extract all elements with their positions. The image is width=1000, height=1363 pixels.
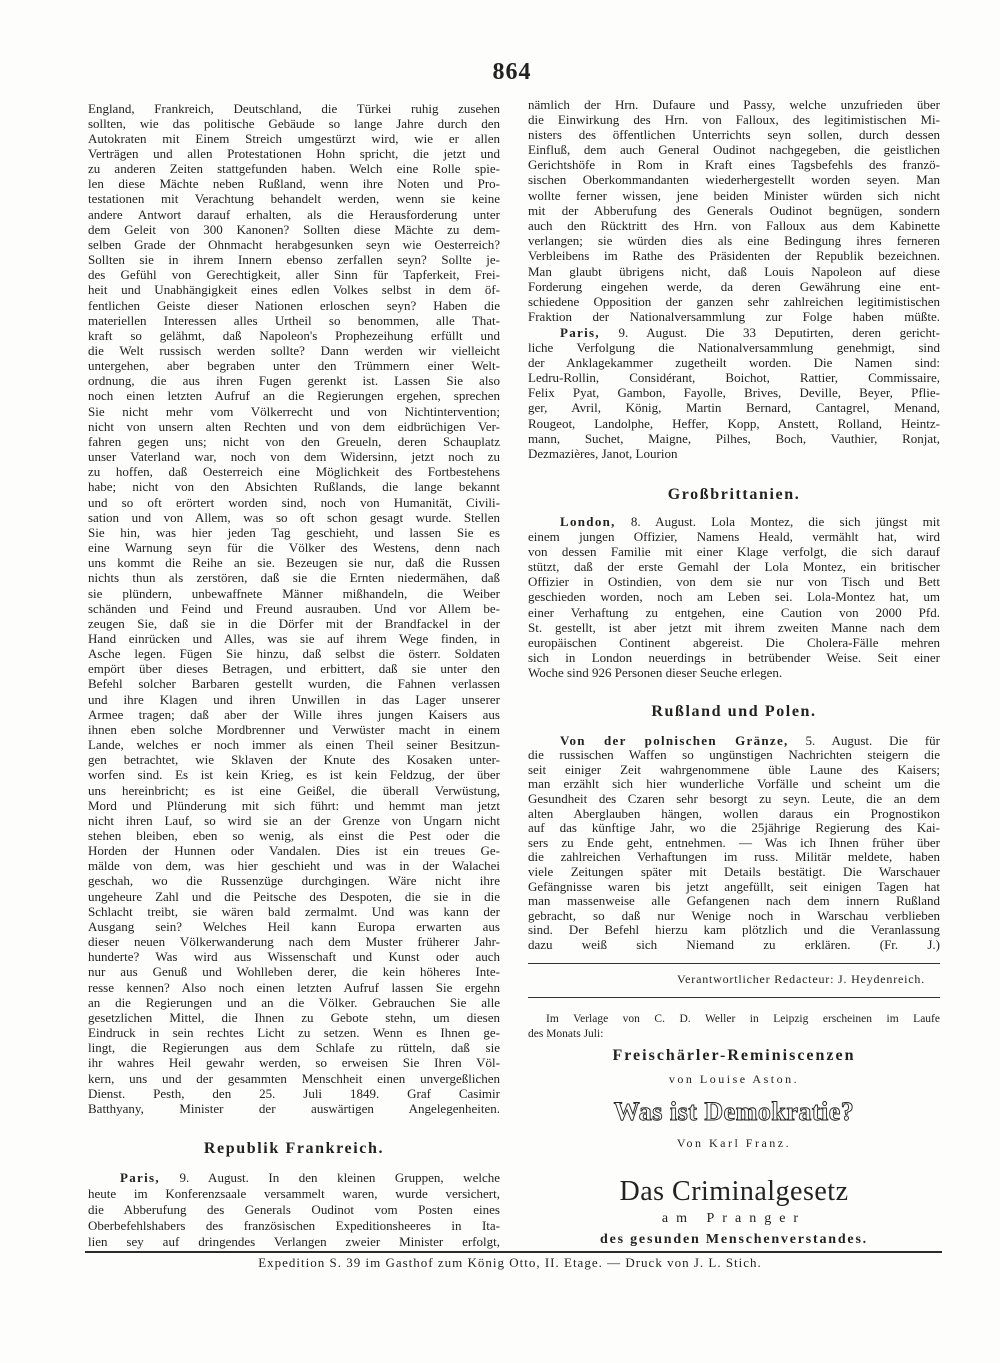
text-line: Man glaubt übrigens nicht, daß Louis Napoleon auf diese [528, 263, 940, 279]
text-line: Gefängnisse waren bis jetzt angefüllt, seit einigen Tagen hat [528, 879, 940, 894]
section-heading-france: Republik Frankreich. [203, 1140, 385, 1157]
text-line: habe; nicht von den Absichten Rußlands, die lange bekannt [88, 479, 500, 495]
text-line: lien sey auf dringendes Verlangen zweier Minister erfolgt, [88, 1234, 500, 1249]
text-line: worfen sind. Es ist kein Krieg, es ist kein Feldzug, der über [88, 767, 500, 783]
text-line: heit und Unabhängigkeit eines edlen Volkes selbst in dem öf- [88, 282, 500, 298]
text-line: geschieden worden, noch am Leben sei. Lola-Montez hat, um [528, 589, 940, 605]
text-line: schiedene Opposition der ganzen sehr zahlreichen legitimistischen [528, 293, 940, 309]
text-line: hunderte? Was wird aus Wissenschaft und Kunst oder auch [88, 949, 500, 965]
text-line: andere Antwort darauf erhalten, als die Herausforderung unter [88, 206, 500, 222]
text-line [528, 514, 940, 529]
text-line: nichts thun als zerstören, daß sie die Ernten niedermähen, daß [88, 570, 500, 586]
text-line: nisters des öffentlichen Unterrichts seyn sollen, durch dessen [528, 126, 940, 142]
text-line: Sollten sie in ihrem Innern ebenso zerfallen seyn? Sollte je- [88, 252, 500, 268]
text-line: Asche legen. Fügen Sie hinzu, daß selbst die österr. Soldaten [88, 646, 500, 662]
text-line: die zahlreichen Verhaftungen im russ. Militär meldete, haben [528, 850, 940, 865]
text-line-content: 9. August. In den kleinen Gruppen, welche [159, 1170, 500, 1185]
dateline: Von der polnischen Gränze, [560, 733, 789, 748]
text-line: gesetzlichen Mittel, die Ihnen zu Gebote stehn, um diesen [88, 1009, 500, 1025]
text-line: testationen mit Verachtung behandelt werden, wenn sie keine [88, 191, 500, 207]
text-line: mälde von dem, was hier geschieht und was in der Walachei [88, 858, 500, 874]
text-line: liche Verfolgung die Nationalversammlung genehmigt, sind [528, 339, 940, 355]
text-line: mit der Abberufung des Generals Oudinot begnügen, sondern [528, 202, 940, 218]
text-line: Batthyany, Minister der auswärtigen Angelegenheiten. [88, 1100, 500, 1116]
text-line: fahren gegen uns; nicht von den Greueln, deren Schauplatz [88, 433, 500, 449]
book-subtitle: des gesunden Menschenverstandes. [599, 1232, 868, 1247]
dateline: London, [560, 513, 616, 529]
text-line: auch den Rücktritt des Hrn. von Falloux aus dem Kabinette [528, 218, 940, 233]
text-line: sollten, wie das politische Gebäude so lange Jahre durch den [88, 115, 500, 131]
text-line: des Gefühl von Gerechtigkeit, aller Sinn für Tapferkeit, Frei- [88, 267, 500, 283]
book-author: Von Karl Franz. [676, 1136, 792, 1150]
text-line: sischen Oberkommandanten wiederhergestellt worden seyen. Man [528, 172, 940, 188]
text-line: nämlich der Hrn. Dufaure und Passy, welche unzufrieden über [528, 96, 940, 112]
text-line: Sie hin, was hier jeden Tag geschieht, und lassen Sie es [88, 524, 500, 540]
editor-credit: Verantwortlicher Redacteur: J. Heydenreich. [677, 972, 925, 986]
text-line: man erzählt sich hier wunderliche Vorfälle und scheint um die [528, 777, 940, 792]
text-line: Woche sind 926 Personen dieser Seuche erlegen. [528, 665, 783, 681]
text-line: und so oft erörtert worden sind, noch von Humanität, Civili- [88, 494, 500, 510]
text-line: Lande, welches er noch immer als einen Theil seiner Besitzun- [88, 737, 500, 753]
text-line: Rougeot, Landolphe, Heffer, Kopp, Anstett, Rolland, Heintz- [528, 415, 940, 431]
text-line: nicht ihren Lauf, so wird sie an der Grenze von Ungarn nicht [88, 812, 500, 828]
text-line: Ausgang sein? Welches Heil kann Europa erwarten aus [88, 918, 500, 934]
text-line: Verbleibens im Rathe des Präsidenten der Republik bezeichnen. [528, 248, 940, 264]
text-line: nur aus Genuß und Wohlleben derer, die kein höheres Inte- [88, 964, 500, 980]
text-line: Befehl solcher Barbaren gestellt wurden, die Fahnen verlassen [88, 676, 500, 692]
text-line [528, 734, 940, 749]
text-line: sie plündern, unbewaffnete Männer mißhandeln, die Weiber [88, 585, 500, 601]
text-line: an die Regierungen und an die Völker. Gebrauchen Sie alle [88, 994, 500, 1010]
text-line-content: 8. August. Lola Montez, die sich jüngst mit [615, 513, 940, 529]
text-line: St. gestellt, ist aber jetzt mit ihrem zweiten Manne nach dem [528, 619, 940, 635]
book-title: Freischärler-Reminiscenzen [612, 1047, 856, 1064]
text-line: stehen bleiben, eben so wenig, als einst die Pest oder die [88, 828, 500, 843]
text-line: einer Verhaftung zu entgehen, eine Caution von 2000 Pfd. [528, 604, 940, 620]
text-line: geschah, wo die Russenzüge durchgingen. Wäre nicht ihre [88, 873, 500, 889]
paris-deputies-article [528, 325, 940, 462]
text-line: Gerichtshöfe in Rom in Kraft eines Tagsbefehls des franzö- [528, 157, 940, 173]
text-line: sers zu Ende geht, entnehmen. — Was ich Ihnen früher über [528, 835, 940, 850]
text-line: seit einiger Zeit wahrgenommene üble Laune des Kaisers; [528, 762, 940, 777]
text-line: der Anklagekammer zugetheilt worden. Die Namen sind: [528, 354, 940, 370]
text-line: uns kommt die Reihe an sie. Bezeugen sie nur, daß die Russen [88, 555, 500, 571]
section-heading-britain: Großbrittanien. [667, 486, 801, 503]
divider-rule [528, 997, 940, 998]
text-line: Sie nicht mehr vom Völkerrecht und von Nichtintervention; [88, 403, 500, 419]
text-line: Offizier in Ostindien, von dem sie nur von Tisch und Bett [528, 574, 940, 590]
letter-article [88, 101, 500, 1116]
text-line: verlangen; sie würden dies als eine Bedingung ihres ferneren [528, 233, 940, 249]
text-line: Ledru-Rollin, Considérant, Boichot, Rattier, Commissaire, [528, 370, 940, 386]
text-line: ihnen eben solche Mordbrenner und Verwüster macht in einem [88, 721, 500, 737]
text-line: Eindruck in sein rechtes Licht zu setzen. Wenn es Ihnen ge- [88, 1025, 500, 1041]
text-line: lingt, die Regierungen aus dem Schlafe zu rütteln, daß sie [88, 1040, 500, 1056]
page-number: 864 [492, 59, 532, 85]
text-line: dieser neuen Völkerwanderung nach dem Muster früherer Jahr- [88, 934, 500, 950]
paris-report-article [88, 1170, 500, 1250]
text-line [88, 1170, 500, 1186]
text-line: ordnung, die aus ihren Fugen gerenkt ist. Lassen Sie also [88, 373, 500, 389]
text-line: sich in London neuerdings in betrübender Weise. Seit einer [528, 650, 940, 666]
book-title: Das Criminalgesetz [619, 1176, 849, 1207]
text-line: Mord und Plünderung mit sich führt: und hemmt man jetzt [88, 797, 500, 813]
text-line: Hand einrücken und Alles, was sie auf ihrem Wege finden, in [88, 630, 500, 646]
text-line: materiellen Interessen alles Urtheil so benommen, alle That- [88, 312, 500, 328]
text-line: ungeheure Zahl und die Peitsche des Despoten, die sie in die [88, 888, 500, 904]
text-line: dem Geleit von 300 Kanonen? Sollten diese Mächte zu dem- [88, 221, 500, 237]
text-line: sind. Der Befehl hierzu kam plötzlich und die Veranlassung [528, 923, 940, 938]
text-line: nicht von unsern alten Rechten und von dem eidbrüchigen Ver- [88, 418, 500, 434]
text-line: Verträgen und allen Protestationen Hohn spricht, die jetzt und [88, 145, 500, 161]
text-line: Gesundheit des Czaren sehr besorgt zu seyn. Leute, die an dem [528, 792, 940, 807]
text-line: noch einen letzten Aufruf an die Regierungen ergehen, sprechen [88, 388, 500, 404]
text-line: viele Zeitungen später mit Details bestätigt. Die Warschauer [528, 865, 940, 880]
text-line: resse kennen? Also noch einen letzten Aufruf lassen Sie ergehn [88, 979, 500, 995]
text-line: England, Frankreich, Deutschland, die Türkei ruhig zusehen [88, 100, 500, 116]
text-line: Schlacht treibt, sie wären bald zermalmt. Und was kann der [88, 903, 500, 919]
text-line: und ihre Klagen und ihren Unwillen in das Lager unserer [88, 691, 500, 707]
section-heading-russia: Rußland und Polen. [651, 703, 817, 720]
imprint-footer: Expedition S. 39 im Gasthof zum König Otto, II. Etage. — Druck von J. L. Stich. [258, 1255, 762, 1270]
text-line: empört über dieses Betragen, und erbittert, daß sie unter den [88, 661, 500, 677]
text-line [528, 325, 940, 340]
text-line: kraft so gelähmt, daß Napoleon's Prophezeihung erfüllt und [88, 327, 500, 343]
text-line: gebracht, so daß nur Wenige noch in Warschau verblieben [528, 908, 940, 923]
text-line: Felix Pyat, Gambon, Fayolle, Brives, Deville, Beyer, Pflie- [528, 385, 940, 401]
polish-border-article [528, 734, 940, 953]
book-subtitle: am Pranger [661, 1211, 807, 1226]
text-line-content: 5. August. Die für [788, 733, 940, 748]
text-line: uns hereinbricht; es ist eine Geißel, die überall Verwüstung, [88, 782, 500, 798]
text-line: Einfluß, dem auch General Oudinot nachgegeben, die geistlichen [528, 142, 940, 158]
paris-continued-article [528, 97, 940, 325]
text-line: unser Vaterland war, noch von dem Widersinn, jetzt noch zu [88, 449, 500, 465]
text-line: Dezmazières, Janot, Lourion [528, 446, 678, 461]
text-line: Dienst. Pesth, den 25. Juli 1849. Graf Casimir [88, 1085, 500, 1101]
text-line: die Welt russisch werden sollte? Dann werden wir vielleicht [88, 343, 500, 358]
ad-intro-line: Im Verlage von C. D. Weller in Leipzig erscheinen im Laufe [546, 1013, 940, 1025]
text-line: kern, uns und der gesammten Menschheit einen unvergeßlichen [88, 1070, 500, 1086]
text-line: zu anderen Zeiten stattgefunden haben. Welch eine Rolle spie- [88, 161, 500, 177]
text-line: von dessen Familie mit einer Klage verfolgt, die sich darauf [528, 543, 940, 559]
text-line: zu hoffen, daß Oesterreich eine Möglichkeit des Fortbestehens [88, 464, 500, 480]
text-line: alten Aberglauben hängen, wollen daraus ein Prognostikon [528, 806, 940, 821]
london-article [528, 514, 940, 681]
text-line: len diese Mächte neben Rußland, wenn ihre Noten und Pro- [88, 176, 500, 192]
ad-intro-line: des Monats Juli: [528, 1028, 604, 1040]
dateline: Paris, [120, 1170, 160, 1185]
text-line: selben Grade der Ohnmacht herabgesunken seyn wie Oesterreich? [88, 236, 500, 252]
text-line: stützt, daß der erste Gemahl der Lola Montez, ein britischer [528, 559, 940, 575]
text-line: Horden der Hunnen oder Vandalen. Dies ist ein treues Ge- [88, 843, 500, 859]
text-line: Oberbefehlshabers des französischen Expeditionsheeres in Ita- [88, 1218, 500, 1233]
text-line: Fraktion der Nationalversammlung zur Folge haben müßte. [528, 309, 940, 325]
text-line: dazu weiß sich Niemand zu erklären. (Fr. J.) [528, 938, 940, 952]
text-line: mann, Suchet, Maigne, Pilhes, Boch, Vauthier, Ronjat, [528, 430, 940, 446]
footer-rule [85, 1251, 942, 1253]
text-line: Forderung eingehen werde, da deren Gewährung eine ent- [528, 278, 940, 294]
text-line: Armee tragen; daß aber der Wille ihres jungen Kaisers aus [88, 706, 500, 722]
text-line: sation und von Allem, was so oft schon gesagt wurde. Stellen [88, 509, 500, 525]
dateline: Paris, [560, 324, 600, 340]
text-line: die russischen Waffen so ungünstigen Nachrichten steigern die [528, 748, 940, 763]
text-line: einem jungen Offizier, Namens Heald, vermählt hat, wird [528, 528, 940, 544]
text-line: fentlichen Geiste dieser Nationen erloschen seyn? Haben die [88, 297, 500, 313]
text-line: auf das künftige Jahr, wo die 25jährige Regierung des Kai- [528, 821, 940, 836]
text-line: europäischen Continent abgereist. Die Cholera-Fälle mehren [528, 635, 940, 650]
text-line: man massenweise alle Gefangenen nach dem innern Rußland [528, 894, 940, 909]
text-line: die Einwirkung des Hrn. von Falloux, des legitimistischen Mi- [528, 111, 940, 127]
book-title: Was ist Demokratie? [613, 1097, 855, 1126]
text-line: zeugen Sie, daß sie in die Dörfer mit der Brandfackel in der [88, 615, 500, 631]
text-line: eine Warnung seyn für die Völker des Westens, denn nach [88, 540, 500, 556]
text-line: ihr wahres Heil gewahr werden, so erweisen Sie Ihren Völ- [88, 1055, 500, 1071]
text-line: wollte ferner wissen, jene beiden Minister würden sich nicht [528, 187, 940, 203]
book-author: von Louise Aston. [668, 1072, 800, 1086]
text-line: die Abberufung des Generals Oudinot vom Posten eines [88, 1202, 500, 1217]
text-line: gen betrachtet, wie Sklaven der Knute des Kosaken unter- [88, 752, 500, 768]
text-line-content: 9. August. Die 33 Deputirten, deren gericht- [599, 324, 940, 340]
divider-rule [528, 963, 940, 964]
text-line: ger, Avril, König, Martin Bernard, Cantagrel, Menand, [528, 400, 940, 416]
text-line: Autokraten mit Einem Streich umgestürzt wird, wie er allen [88, 130, 500, 146]
text-line: schänden und Feind und Freund ausrauben. Und vor Allem be- [88, 600, 500, 616]
text-line: untergehen, aber begraben unter den Trümmern einer Welt- [88, 358, 500, 374]
text-line: heute im Konferenzsaale versammelt waren, wurde versichert, [88, 1186, 500, 1201]
